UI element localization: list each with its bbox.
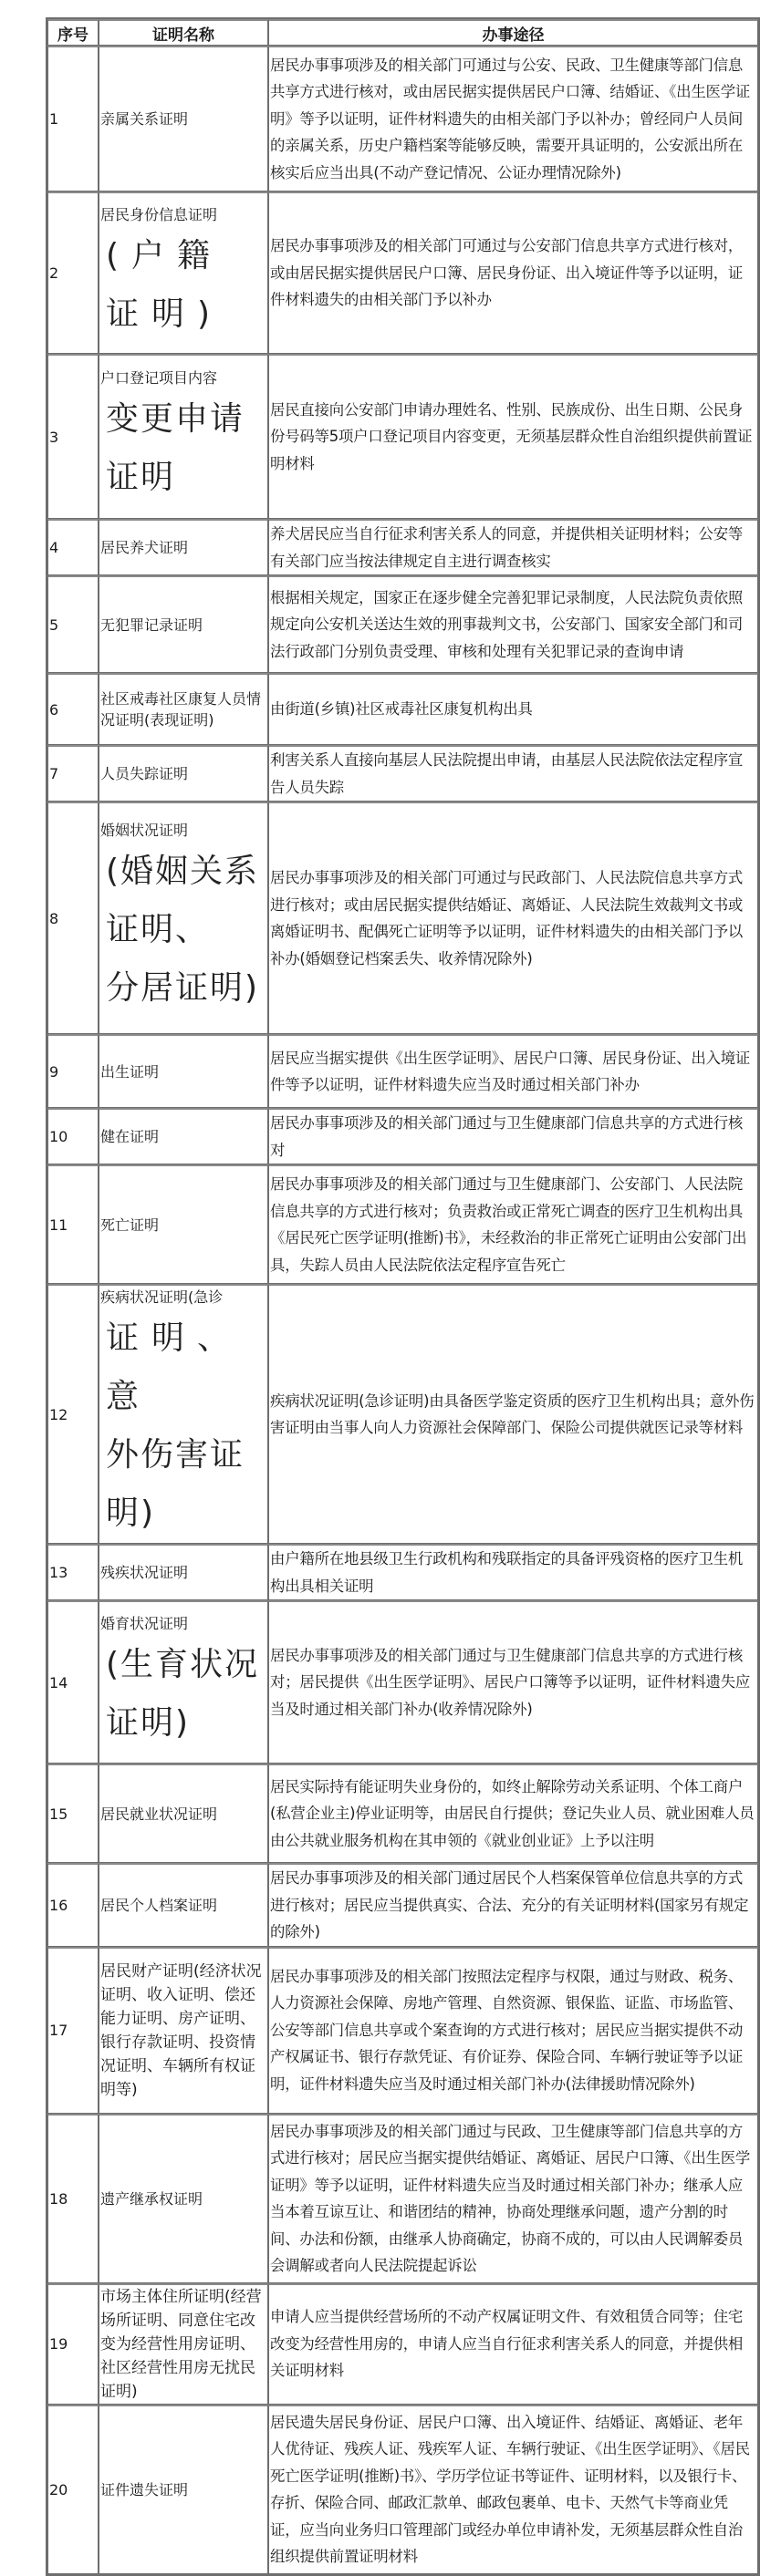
row-no: 19 <box>47 2283 99 2405</box>
row-no: 2 <box>47 191 99 354</box>
row-no: 14 <box>47 1600 99 1764</box>
row-name: 证件遗失证明 <box>99 2405 268 2574</box>
table-row <box>47 745 758 802</box>
row-name <box>99 191 268 354</box>
row-name-big-line: 证明、 <box>106 911 211 948</box>
row-route: 疾病状况证明(急诊证明)由具备医学鉴定资质的医疗卫生机构出具；意外伤害证明由当事人向人力资源社会保障部门、保险公司提供就医记录等材料 <box>268 1284 758 1544</box>
row-no: 4 <box>47 519 99 575</box>
row-name: 居民财产证明(经济状况证明、收入证明、偿还能力证明、房产证明、银行存款证明、投资情况证明、车辆所有权证明等) <box>99 1947 268 2114</box>
row-name-big-line: 证明) <box>106 1704 191 1742</box>
row-name-small: 婚育状况证明 <box>100 1615 189 1632</box>
row-route: 居民应当据实提供《出生医学证明》、居民户口簿、居民身份证、出入境证件等予以证明，证件材料遗失应当及时通过相关部门补办 <box>268 1034 758 1108</box>
row-route: 居民办事事项涉及的相关部门通过与卫生健康部门信息共享的方式进行核对 <box>268 1108 758 1164</box>
table-row <box>47 673 758 745</box>
row-no: 20 <box>47 2405 99 2574</box>
row-name-big-line: 分居证明) <box>106 969 260 1007</box>
row-no: 15 <box>47 1764 99 1863</box>
row-route: 居民办事事项涉及的相关部门可通过与公安、民政、卫生健康等部门信息共享方式进行核对，或由居民据实提供居民户口簿、结婚证、《出生医学证明》等予以证明，证件材料遗失的由相关部门予以补办；曾经同户人员间的亲属关系，历史户籍档案等能够反映，需要开具证明的，公安派出所在核实后应当出具(不动产登记情况、公证办理情况除外) <box>268 46 758 191</box>
row-no: 7 <box>47 745 99 802</box>
row-name <box>99 1600 268 1764</box>
row-no: 10 <box>47 1108 99 1164</box>
table-row <box>47 2114 758 2283</box>
row-no: 13 <box>47 1544 99 1600</box>
row-name: 遗产继承权证明 <box>99 2114 268 2283</box>
row-route: 利害关系人直接向基层人民法院提出申请，由基层人民法院依法定程序宣告人员失踪 <box>268 745 758 802</box>
header-no: 序号 <box>47 19 99 46</box>
table-row <box>47 1544 758 1600</box>
row-name: 出生证明 <box>99 1034 268 1108</box>
row-name-big-line: 明) <box>106 1495 156 1532</box>
row-name-big-line: 证明、意 <box>106 1319 244 1415</box>
header-route: 办事途径 <box>268 19 758 46</box>
row-no: 1 <box>47 46 99 191</box>
row-no: 17 <box>47 1947 99 2114</box>
table-row <box>47 575 758 673</box>
row-no: 3 <box>47 354 99 519</box>
row-name-big-line: 外伤害证 <box>106 1436 245 1474</box>
row-name: 社区戒毒社区康复人员情况证明(表现证明) <box>99 673 268 745</box>
row-route: 申请人应当提供经营场所的不动产权属证明文件、有效租赁合同等；住宅改变为经营性用房的，申请人应当自行征求利害关系人的同意，并提供相关证明材料 <box>268 2283 758 2405</box>
table-row <box>47 1164 758 1284</box>
row-name <box>99 354 268 519</box>
row-no: 12 <box>47 1284 99 1544</box>
row-name-small: 居民身份信息证明 <box>100 205 218 223</box>
row-no: 9 <box>47 1034 99 1108</box>
row-no: 8 <box>47 802 99 1034</box>
row-name: 无犯罪记录证明 <box>99 575 268 673</box>
table-row <box>47 519 758 575</box>
row-route: 由街道(乡镇)社区戒毒社区康复机构出具 <box>268 673 758 745</box>
row-route: 根据相关规定，国家正在逐步健全完善犯罪记录制度，人民法院负责依照规定向公安机关送达生效的刑事裁判文书，公安部门、国家安全部门和司法行政部门分别负责受理、审核和处理有关犯罪记录的查询申请 <box>268 575 758 673</box>
header-name: 证明名称 <box>99 19 268 46</box>
table-row <box>47 1034 758 1108</box>
row-route: 居民直接向公安部门申请办理姓名、性别、民族成份、出生日期、公民身份号码等5项户口登记项目内容变更，无须基层群众性自治组织提供前置证明材料 <box>268 354 758 519</box>
table-row <box>47 191 758 354</box>
row-name: 健在证明 <box>99 1108 268 1164</box>
row-name: 居民就业状况证明 <box>99 1764 268 1863</box>
row-name <box>99 802 268 1034</box>
table-row <box>47 1108 758 1164</box>
row-name-big-line: (婚姻关系 <box>106 853 260 890</box>
row-no: 16 <box>47 1863 99 1947</box>
table-row <box>47 1863 758 1947</box>
row-no: 11 <box>47 1164 99 1284</box>
row-name: 居民养犬证明 <box>99 519 268 575</box>
row-name: 残疾状况证明 <box>99 1544 268 1600</box>
table-row <box>47 1284 758 1544</box>
row-route: 居民办事事项涉及的相关部门可通过与民政部门、人民法院信息共享方式进行核对；或由居民据实提供结婚证、离婚证、人民法院生效裁判文书或离婚证明书、配偶死亡证明等予以证明，证件材料遗失的由相关部门予以补办(婚姻登记档案丢失、收养情况除外) <box>268 802 758 1034</box>
row-route: 居民办事事项涉及的相关部门通过与卫生健康部门、公安部门、人民法院信息共享的方式进行核对；负责救治或正常死亡调查的医疗卫生机构出具《居民死亡医学证明(推断)书》，未经救治的非正常死亡证明由公安部门出具，失踪人员由人民法院依法定程序宣告死亡 <box>268 1164 758 1284</box>
table-row <box>47 802 758 1034</box>
row-name-big: (户籍证明) <box>106 236 224 333</box>
row-name: 人员失踪证明 <box>99 745 268 802</box>
row-route: 居民办事事项涉及的相关部门可通过与公安部门信息共享方式进行核对，或由居民据实提供居民户口簿、居民身份证、出入境证件等予以证明，证件材料遗失的由相关部门予以补办 <box>268 191 758 354</box>
row-name: 亲属关系证明 <box>99 46 268 191</box>
table-row <box>47 46 758 191</box>
row-route: 居民实际持有能证明失业身份的，如终止解除劳动关系证明、个体工商户(私营企业主)停业证明等，由居民自行提供；登记失业人员、就业困难人员由公共就业服务机构在其申领的《就业创业证》上予以注明 <box>268 1764 758 1863</box>
row-name-small: 疾病状况证明(急诊 <box>100 1288 224 1306</box>
row-route: 由户籍所在地县级卫生行政机构和残联指定的具备评残资格的医疗卫生机构出具相关证明 <box>268 1544 758 1600</box>
row-no: 5 <box>47 575 99 673</box>
row-route: 居民办事事项涉及的相关部门通过居民个人档案保管单位信息共享的方式进行核对；居民应当提供真实、合法、充分的有关证明材料(国家另有规定的除外) <box>268 1863 758 1947</box>
row-no: 6 <box>47 673 99 745</box>
row-route: 居民办事事项涉及的相关部门按照法定程序与权限，通过与财政、税务、人力资源社会保障、房地产管理、自然资源、银保监、证监、市场监管、公安等部门信息共享或个案查询的方式进行核对；居民应当据实提供不动产权属证书、银行存款凭证、有价证券、保险合同、车辆行驶证等予以证明，证件材料遗失应当及时通过相关部门补办(法律援助情况除外) <box>268 1947 758 2114</box>
table-row <box>47 2283 758 2405</box>
row-name-big: 变更申请证明 <box>106 400 245 496</box>
table-row <box>47 354 758 519</box>
table-row <box>47 2405 758 2574</box>
row-name: 死亡证明 <box>99 1164 268 1284</box>
row-route: 养犬居民应当自行征求利害关系人的同意，并提供相关证明材料；公安等有关部门应当按法律规定自主进行调查核实 <box>268 519 758 575</box>
row-route: 居民遗失居民身份证、居民户口簿、出入境证件、结婚证、离婚证、老年人优待证、残疾人证、残疾军人证、车辆行驶证、《出生医学证明》、《居民死亡医学证明(推断)书》、学历学位证书等证件、证明材料，以及银行卡、存折、保险合同、邮政汇款单、邮政包裹单、电卡、天然气卡等商业凭证，应当向业务归口管理部门或经办单位申请补发，无须基层群众性自治组织提供前置证明材料 <box>268 2405 758 2574</box>
table-row <box>47 1764 758 1863</box>
row-route: 居民办事事项涉及的相关部门通过与民政、卫生健康等部门信息共享的方式进行核对；居民应当据实提供结婚证、离婚证、居民户口簿、《出生医学证明》等予以证明，证件材料遗失应当及时通过相关部门补办；继承人应当本着互谅互让、和谐团结的精神，协商处理继承问题，遗产分割的时间、办法和份额，由继承人协商确定，协商不成的，可以由人民调解委员会调解或者向人民法院提起诉讼 <box>268 2114 758 2283</box>
certificate-table <box>46 17 760 2576</box>
row-name: 市场主体住所证明(经营场所证明、同意住宅改变为经营性用房证明、社区经营性用房无扰民证明) <box>99 2283 268 2405</box>
row-name-small: 婚姻状况证明 <box>100 822 189 839</box>
row-no: 18 <box>47 2114 99 2283</box>
row-name-small: 户口登记项目内容 <box>100 369 218 387</box>
table-row <box>47 1600 758 1764</box>
table-header-row <box>47 19 758 46</box>
row-name <box>99 1284 268 1544</box>
row-name: 居民个人档案证明 <box>99 1863 268 1947</box>
row-route: 居民办事事项涉及的相关部门通过与卫生健康部门信息共享的方式进行核对；居民提供《出生医学证明》、居民户口簿等予以证明，证件材料遗失应当及时通过相关部门补办(收养情况除外) <box>268 1600 758 1764</box>
table-row <box>47 1947 758 2114</box>
row-name-big-line: (生育状况 <box>106 1646 260 1683</box>
